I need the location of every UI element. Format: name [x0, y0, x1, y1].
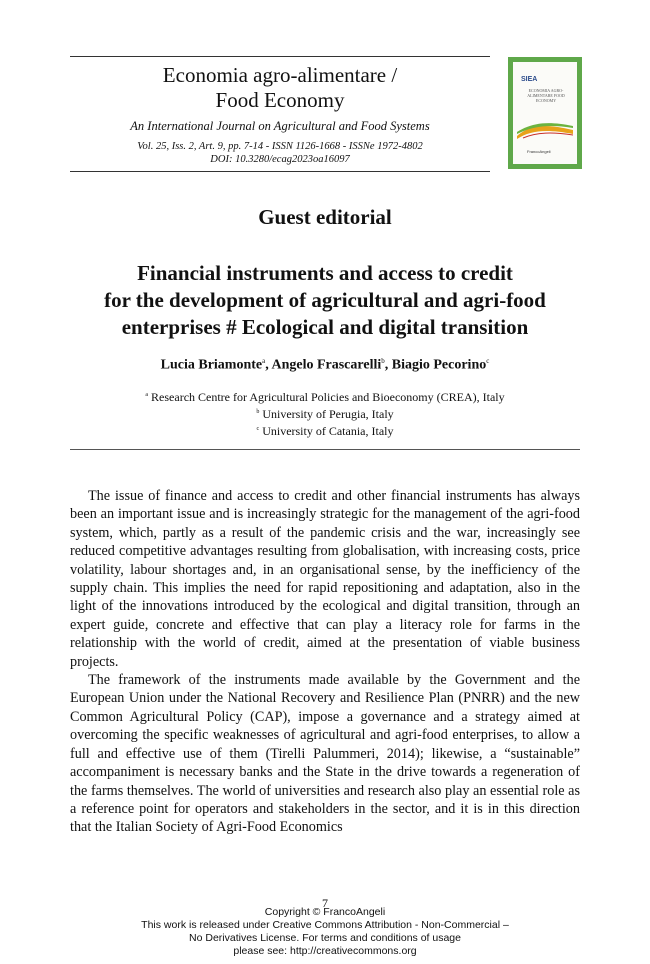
affiliation-mark: a: [145, 392, 149, 398]
affiliation-item: [0, 405, 650, 422]
cover-wave-graphic: [517, 120, 573, 140]
cover-logo-text: SIEA: [521, 76, 538, 83]
author-affiliation-mark: c: [486, 357, 490, 365]
journal-doi: DOI: 10.3280/ecag2023oa16097: [210, 154, 350, 165]
article-body: [70, 487, 580, 837]
copyright-line: Copyright © FrancoAngeli: [264, 906, 386, 918]
article-title-line1: Financial instruments and access to credit: [137, 261, 513, 285]
affiliation-item: [0, 422, 650, 439]
journal-header: [70, 56, 490, 172]
affiliation-text: University of Catania, Italy: [262, 424, 394, 438]
author-separator: ,: [384, 357, 392, 373]
cover-title: ECONOMIA AGRO-ALIMENTARE FOOD ECONOMY: [527, 88, 565, 103]
cover-logo: [521, 68, 549, 83]
affiliation-item: [0, 388, 650, 405]
journal-title-line2: Food Economy: [215, 88, 345, 112]
section-divider: [70, 449, 580, 450]
page-number: 7: [322, 896, 328, 910]
cover-publisher: FrancoAngeli: [527, 149, 551, 154]
article-title: [50, 260, 600, 341]
author-affiliation-mark: b: [381, 357, 385, 365]
article-title-line2: for the development of agricultural and agri-food: [104, 288, 546, 312]
license-line: This work is released under Creative Commons Attribution - Non-Commercial –: [141, 919, 509, 931]
body-paragraph-2: The framework of the instruments made available by the Government and the European Union under the National Recovery and Resilience Plan (PNRR) and the new Common Agricultural Policy (CAP), impose a governance and a strategy aimed at overcoming the specific weaknesses of agricultural and agri-food enterprises, to allow a full and effective use of them (Tirelli Palummeri, 2014); likewise, a “sustainable” accompaniment is necessary banks and the State in the drive towards a regeneration of the farms themselves. The world of universities and research also play an essential role as a reference point for operators and stakeholders in the sector, and it is in this direction that the Italian Society of Agri-Food Economics: [70, 672, 580, 836]
license-line: No Derivatives License. For terms and conditions of usage: [189, 932, 461, 944]
header-bottom-rule: [70, 171, 490, 172]
journal-volume-issn: Vol. 25, Iss. 2, Art. 9, pp. 7-14 - ISSN 1126-1668 - ISSNe 1972-4802: [137, 141, 423, 152]
cover-page: [513, 62, 577, 164]
affiliation-text: Research Centre for Agricultural Policies and Bioeconomy (CREA), Italy: [151, 390, 505, 404]
journal-title: [70, 63, 490, 113]
affiliation-mark: b: [256, 409, 260, 415]
author-name: Biagio Pecorino: [391, 357, 487, 373]
journal-meta: [70, 140, 490, 166]
author-list: [0, 357, 650, 374]
author-name: Angelo Frascarelli: [271, 357, 382, 373]
body-paragraph-1: The issue of finance and access to credit and other financial instruments has always been an important issue and is increasingly strategic for the management of the agri-food system, which, partly as a result of the pandemic crisis and the war, increasingly see reduced competitive advantages resulting from globalisation, with increasing costs, price volatility, labour shortages and, in an organisational sense, by the inefficiency of the supply chain. This implies the need for rapid repositioning and adaptation, also in the light of the innovations introduced by the ecological and digital transition, through an expert guide, concrete and effective that can play a literacy role for farms in the relationship with the world of credit, aimed at the presentation of viable business projects.: [70, 488, 580, 670]
journal-cover-thumbnail: [508, 57, 582, 169]
author-affiliation-mark: a: [262, 357, 266, 365]
license-footer: [0, 906, 650, 958]
author-name: Lucia Briamonte: [160, 357, 263, 373]
article-title-line3: enterprises # Ecological and digital transition: [121, 315, 529, 339]
author-separator: ,: [265, 357, 272, 373]
affiliation-list: [0, 388, 650, 439]
affiliation-mark: c: [256, 426, 260, 432]
header-top-rule: [70, 56, 490, 57]
license-url-line: please see: http://creativecommons.org: [233, 945, 417, 957]
journal-title-line1: Economia agro-alimentare /: [162, 63, 398, 87]
journal-subtitle: An International Journal on Agricultural and Food Systems: [130, 119, 430, 133]
affiliation-text: University of Perugia, Italy: [262, 407, 394, 421]
section-label: Guest editorial: [258, 205, 392, 229]
